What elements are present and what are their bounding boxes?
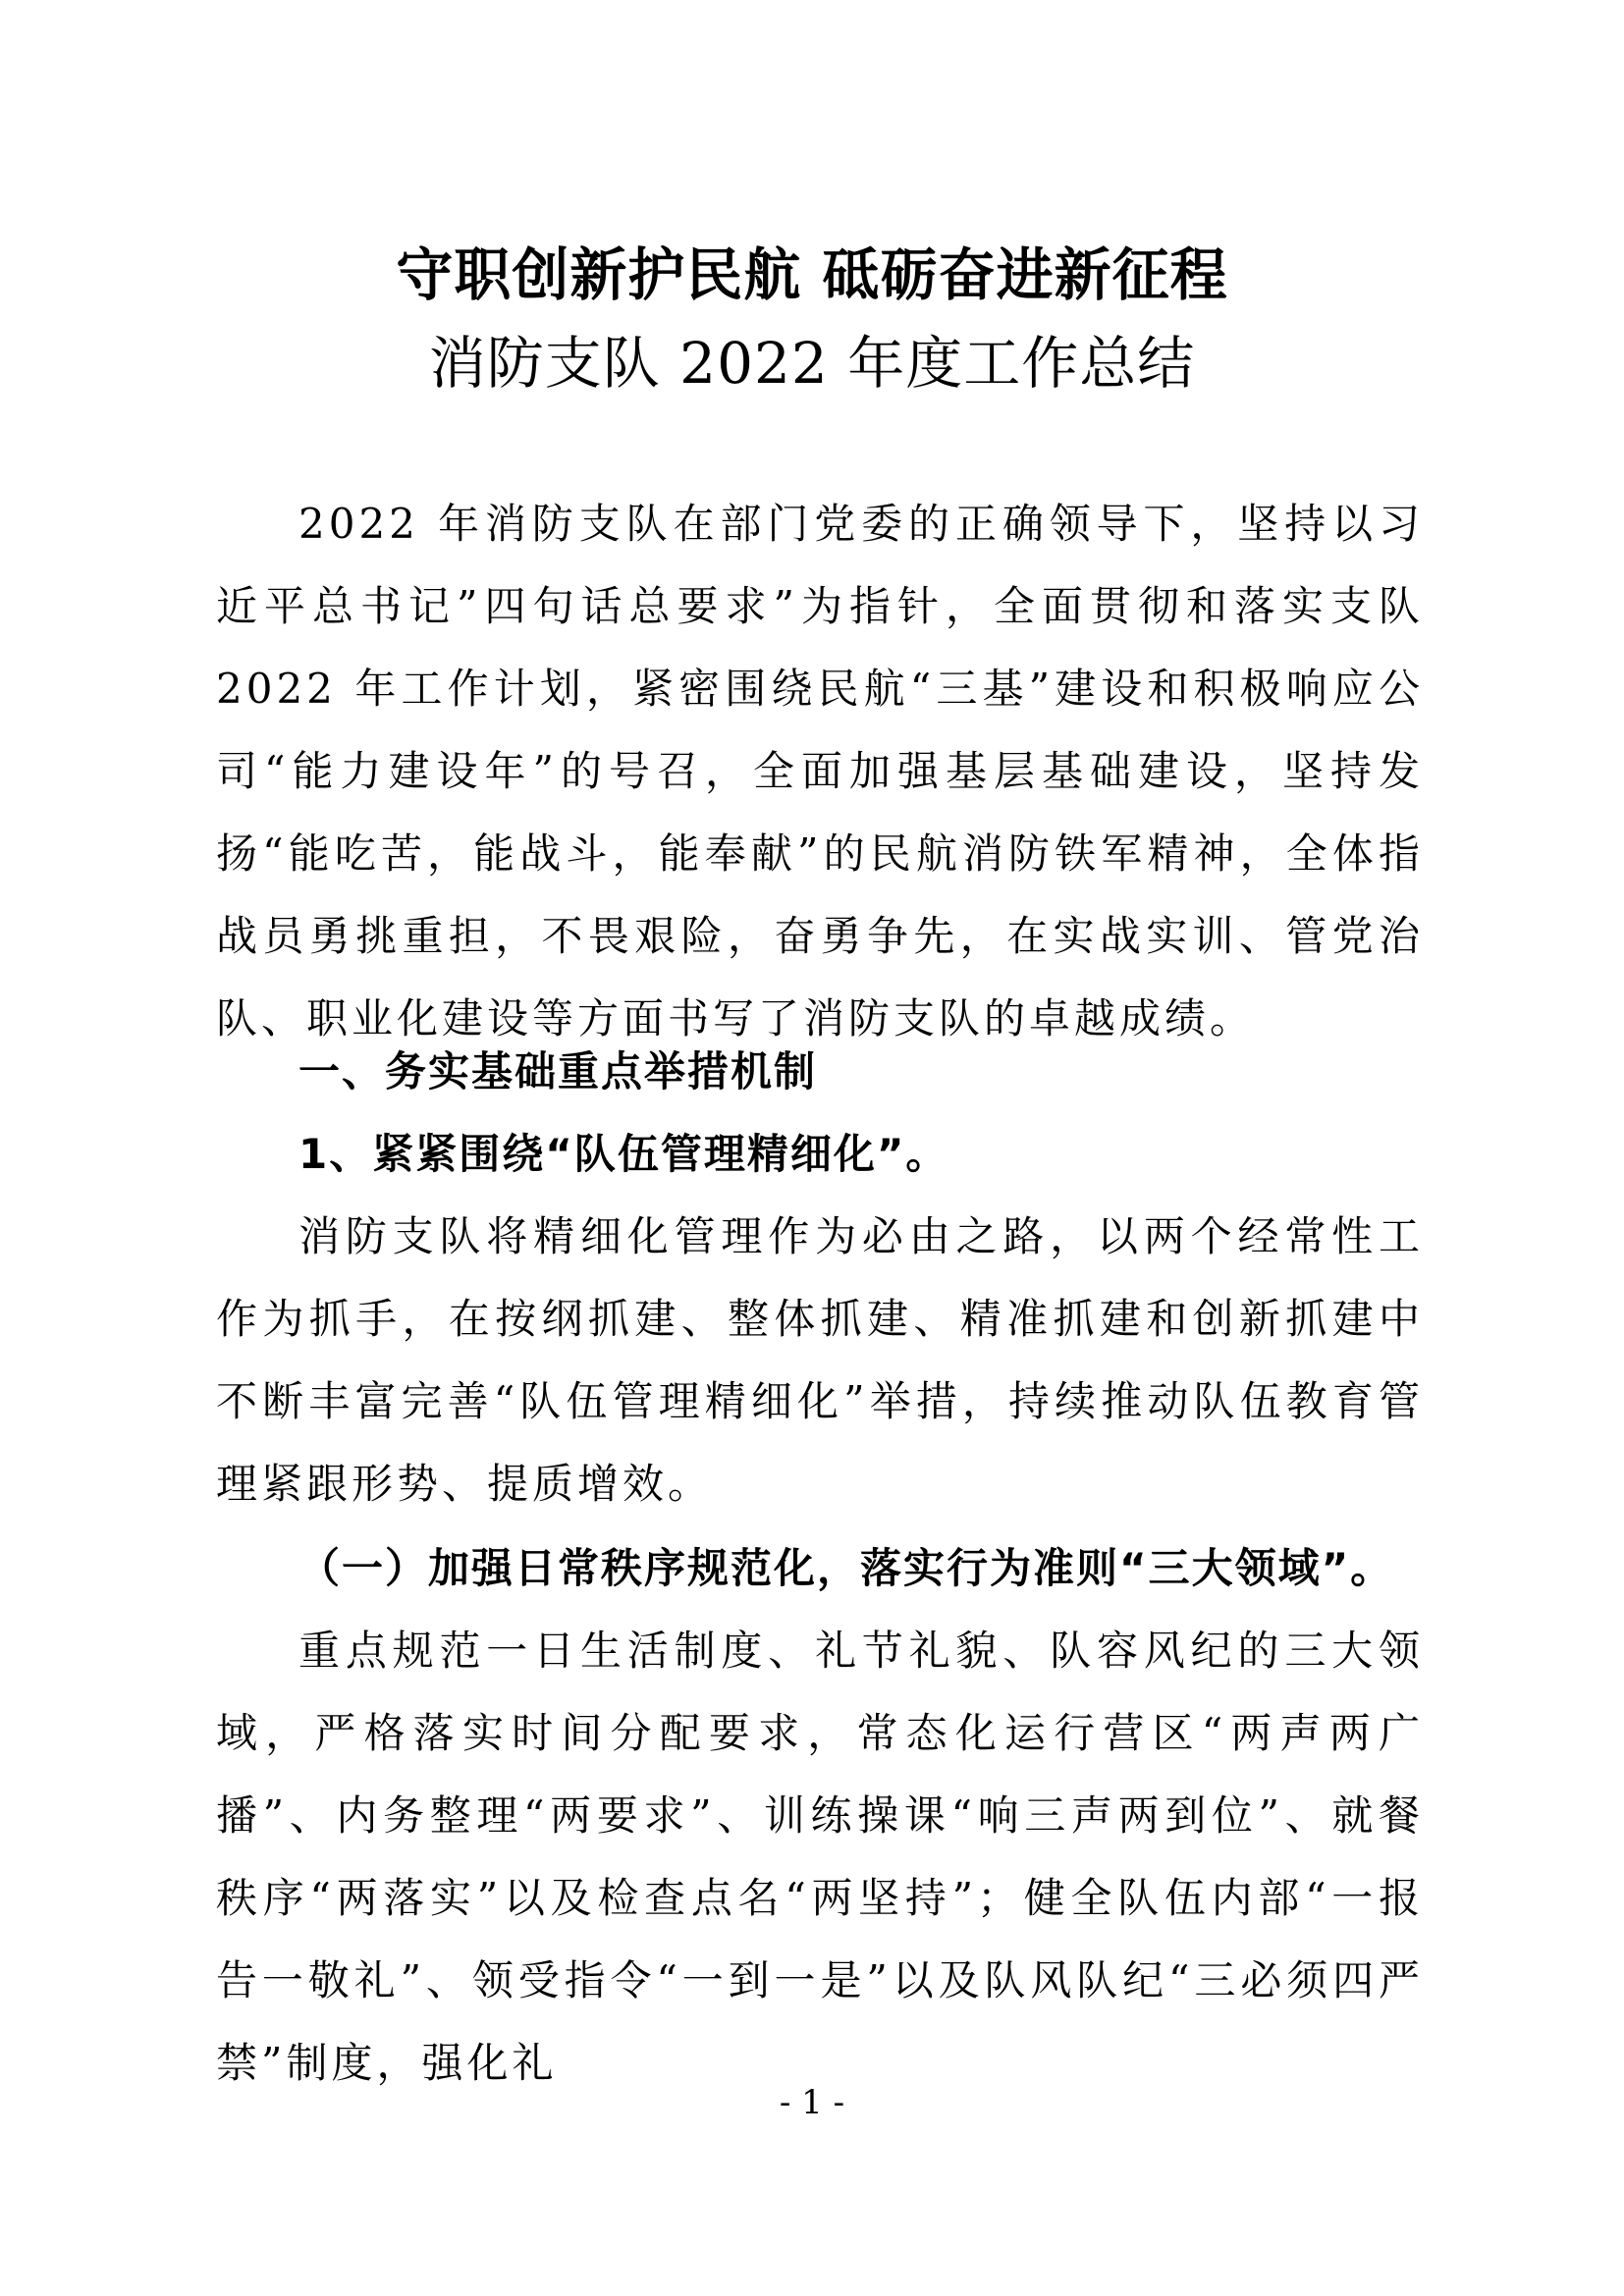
document-title: 守职创新护民航 砥砺奋进新征程	[396, 241, 1228, 308]
document-subtitle: 消防支队 2022 年度工作总结	[428, 330, 1196, 397]
intro-paragraph: 2022 年消防支队在部门党委的正确领导下，坚持以习近平总书记”四句话总要求”为指针，全面贯彻和落实支队 2022 年工作计划，紧密围绕民航“三基”建设和积极响应公司“能力建设年”的号召，全面加强基层基础建设，坚持发扬“能吃苦，能战斗，能奉献”的民航消防铁军精神，全体指战员勇挑重担，不畏艰险，奋勇争先，在实战实训、管党治队、职业化建设等方面书写了消防支队的卓越成绩。	[216, 500, 1424, 1042]
page-number: - 1 -	[779, 2083, 845, 2122]
item-paragraph: 重点规范一日生活制度、礼节礼貌、队容风纪的三大领域，严格落实时间分配要求，常态化运行营区“两声两广播”、内务整理“两要求”、训练操课“响三声两到位”、就餐秩序“两落实”以及检查点名“两坚持”；健全队伍内部“一报告一敬礼”、领受指令“一到一是”以及队风队纪“三必须四严禁”制度，强化礼	[216, 1627, 1424, 2087]
section-heading: 一、务实基础重点举措机制	[298, 1047, 818, 1095]
subsection-paragraph: 消防支队将精细化管理作为必由之路，以两个经常性工作为抓手，在按纲抓建、整体抓建、精准抓建和创新抓建中不断丰富完善“队伍管理精细化”举措，持续推动队伍教育管理紧跟形势、提质增效。	[216, 1212, 1424, 1508]
item-heading: （一）加强日常秩序规范化，落实行为准则“三大领域”。	[298, 1544, 1394, 1592]
subsection-heading: 1、紧紧围绕“队伍管理精细化”。	[298, 1130, 949, 1178]
